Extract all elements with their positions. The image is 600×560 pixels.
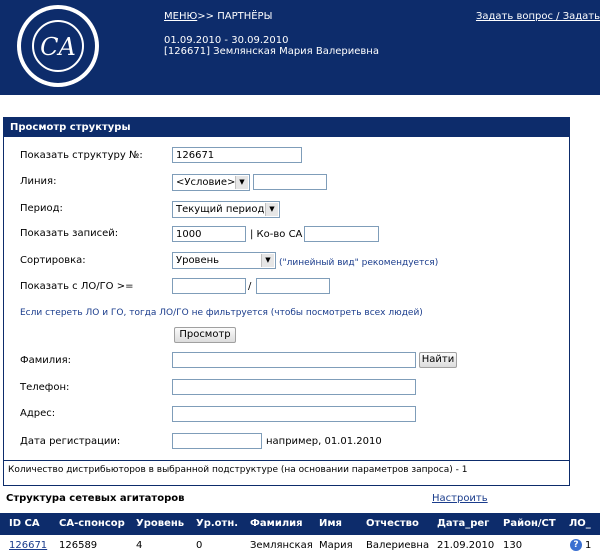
period-select[interactable] bbox=[172, 201, 280, 218]
breadcrumb-separator: >> bbox=[197, 11, 218, 22]
sort-hint: ("линейный вид" рекомендуется) bbox=[279, 258, 439, 268]
row-district: 130 bbox=[503, 540, 523, 551]
column-header[interactable]: Уровень bbox=[136, 518, 185, 529]
row-patronymic: Валериевна bbox=[366, 540, 430, 551]
row-reg-date: 21.09.2010 bbox=[437, 540, 495, 551]
breadcrumb-current: ПАРТНЁРЫ bbox=[217, 11, 273, 22]
period-label: Период: bbox=[20, 203, 63, 214]
count-ca-input[interactable] bbox=[304, 226, 379, 242]
chevron-down-icon: ▼ bbox=[261, 254, 274, 267]
sort-select-value: Уровень bbox=[176, 255, 220, 266]
help-icon[interactable]: ? bbox=[570, 539, 582, 551]
column-header[interactable]: Район/СТ bbox=[503, 518, 556, 529]
records-input[interactable] bbox=[172, 226, 246, 242]
column-header[interactable]: Дата_рег bbox=[437, 518, 490, 529]
chevron-down-icon: ▼ bbox=[235, 176, 248, 189]
top-header bbox=[0, 0, 600, 95]
reg-date-label: Дата регистрации: bbox=[20, 436, 121, 447]
column-header[interactable]: ЛО_ bbox=[569, 518, 591, 529]
column-header[interactable]: Фамилия bbox=[250, 518, 303, 529]
logo-text: CA bbox=[40, 33, 76, 61]
row-id-link[interactable]: 126671 bbox=[9, 540, 48, 551]
period-select-value: Текущий период bbox=[176, 204, 265, 215]
show-structure-label: Показать структуру №: bbox=[20, 150, 143, 161]
row-sponsor: 126589 bbox=[59, 540, 98, 551]
ask-question bbox=[476, 11, 600, 22]
column-header[interactable]: Отчество bbox=[366, 518, 419, 529]
distributor-count: Количество дистрибьюторов в выбранной подструктуре (на основании параметров запроса) - 1 bbox=[4, 460, 569, 475]
count-ca-label: | Ко-во CA bbox=[250, 229, 303, 240]
column-header[interactable]: Ур.отн. bbox=[196, 518, 239, 529]
line-label: Линия: bbox=[20, 176, 57, 187]
sort-select[interactable] bbox=[172, 252, 276, 269]
find-button[interactable]: Найти bbox=[419, 352, 457, 368]
phone-input[interactable] bbox=[172, 379, 416, 395]
period-range: 01.09.2010 - 30.09.2010 bbox=[164, 35, 289, 46]
lo-input[interactable] bbox=[172, 278, 246, 294]
surname-label: Фамилия: bbox=[20, 355, 72, 366]
lo-go-label: Показать с ЛО/ГО >= bbox=[20, 281, 134, 292]
lo-go-slash: / bbox=[248, 281, 252, 292]
configure-link[interactable]: Настроить bbox=[432, 493, 488, 504]
chevron-down-icon: ▼ bbox=[265, 203, 278, 216]
go-input[interactable] bbox=[256, 278, 330, 294]
phone-label: Телефон: bbox=[20, 382, 70, 393]
column-header[interactable]: ID CA bbox=[9, 518, 40, 529]
line-condition-value: <Условие> bbox=[176, 177, 236, 188]
structure-table-title: Структура сетевых агитаторов bbox=[6, 493, 185, 504]
column-header[interactable]: Имя bbox=[319, 518, 342, 529]
current-user: [126671] Землянская Мария Валериевна bbox=[164, 46, 379, 57]
row-level: 4 bbox=[136, 540, 143, 551]
reg-date-input[interactable] bbox=[172, 433, 262, 449]
row-lo: 1 bbox=[585, 540, 592, 551]
surname-input[interactable] bbox=[172, 352, 416, 368]
row-name: Мария bbox=[319, 540, 353, 551]
panel-title: Просмотр структуры bbox=[4, 118, 569, 137]
address-input[interactable] bbox=[172, 406, 416, 422]
row-rel-level: 0 bbox=[196, 540, 203, 551]
breadcrumb bbox=[164, 11, 272, 22]
row-surname: Землянская bbox=[250, 540, 313, 551]
logo[interactable] bbox=[15, 3, 101, 89]
view-button[interactable]: Просмотр bbox=[174, 327, 236, 343]
structure-view-panel bbox=[3, 117, 570, 486]
sort-label: Сортировка: bbox=[20, 255, 86, 266]
ask-question-link[interactable]: Задать вопрос / Задать bbox=[475, 11, 600, 22]
records-label: Показать записей: bbox=[20, 228, 119, 239]
address-label: Адрес: bbox=[20, 408, 56, 419]
column-header[interactable]: CA-спонсор bbox=[59, 518, 125, 529]
reg-date-example: например, 01.01.2010 bbox=[266, 436, 382, 447]
structure-number-input[interactable] bbox=[172, 147, 302, 163]
filter-note: Если стереть ЛО и ГО, тогда ЛО/ГО не фильтруется (чтобы посмотреть всех людей) bbox=[20, 308, 423, 318]
line-value-input[interactable] bbox=[253, 174, 327, 190]
table-header bbox=[0, 513, 600, 535]
breadcrumb-menu-link[interactable]: МЕНЮ bbox=[164, 11, 198, 22]
line-condition-select[interactable] bbox=[172, 174, 250, 191]
